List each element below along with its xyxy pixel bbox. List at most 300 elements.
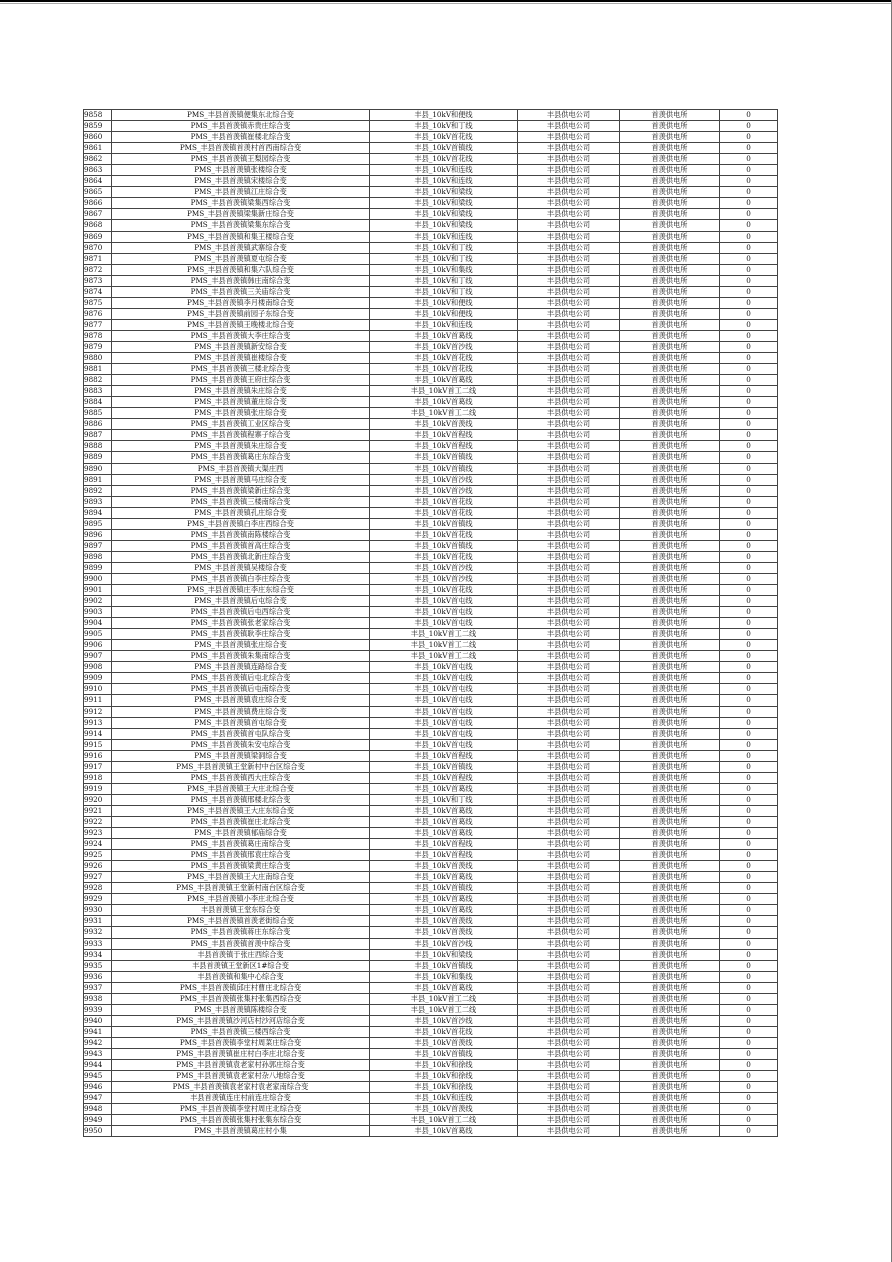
feeder-line-cell: 丰县_10kV和徐线: [370, 1071, 518, 1082]
feeder-line-cell: 丰县_10kV和梁线: [370, 220, 518, 231]
substation-name-cell: PMS_丰县首羡镇三楼北综合变: [112, 364, 370, 375]
feeder-line-cell: 丰县_10kV和丁线: [370, 794, 518, 805]
value-cell: 0: [720, 187, 778, 198]
station-cell: 首羡供电所: [620, 231, 720, 242]
station-cell: 首羡供电所: [620, 750, 720, 761]
value-cell: 0: [720, 993, 778, 1004]
feeder-line-cell: 丰县_10kV首葛线: [370, 783, 518, 794]
company-cell: 丰县供电公司: [518, 485, 620, 496]
table-row: [84, 496, 778, 507]
table-row: [84, 463, 778, 474]
station-cell: 首羡供电所: [620, 485, 720, 496]
company-cell: 丰县供电公司: [518, 905, 620, 916]
value-cell: 0: [720, 242, 778, 253]
company-cell: 丰县供电公司: [518, 1015, 620, 1026]
company-cell: 丰县供电公司: [518, 540, 620, 551]
value-cell: 0: [720, 794, 778, 805]
station-cell: 首羡供电所: [620, 960, 720, 971]
row-number-cell: 9887: [84, 430, 112, 441]
station-cell: 首羡供电所: [620, 1004, 720, 1015]
row-number-cell: 9890: [84, 463, 112, 474]
value-cell: 0: [720, 905, 778, 916]
row-number-cell: 9913: [84, 717, 112, 728]
station-cell: 首羡供电所: [620, 474, 720, 485]
station-cell: 首羡供电所: [620, 209, 720, 220]
value-cell: 0: [720, 971, 778, 982]
station-cell: 首羡供电所: [620, 993, 720, 1004]
row-number-cell: 9893: [84, 496, 112, 507]
table-row: [84, 750, 778, 761]
substation-name-cell: PMS_丰县首羡镇武寨综合变: [112, 242, 370, 253]
substation-name-cell: PMS_丰县首羡镇江庄综合变: [112, 187, 370, 198]
company-cell: 丰县供电公司: [518, 198, 620, 209]
table-row: [84, 673, 778, 684]
table-row: [84, 1048, 778, 1059]
value-cell: 0: [720, 861, 778, 872]
feeder-line-cell: 丰县_10kV和丁线: [370, 275, 518, 286]
value-cell: 0: [720, 640, 778, 651]
feeder-line-cell: 丰县_10kV首羡线: [370, 1104, 518, 1115]
row-number-cell: 9936: [84, 971, 112, 982]
feeder-line-cell: 丰县_10kV首花线: [370, 353, 518, 364]
row-number-cell: 9932: [84, 927, 112, 938]
feeder-line-cell: 丰县_10kV首屯线: [370, 739, 518, 750]
company-cell: 丰县供电公司: [518, 463, 620, 474]
feeder-line-cell: 丰县_10kV首屯线: [370, 662, 518, 673]
value-cell: 0: [720, 662, 778, 673]
row-number-cell: 9886: [84, 419, 112, 430]
company-cell: 丰县供电公司: [518, 1037, 620, 1048]
company-cell: 丰县供电公司: [518, 132, 620, 143]
value-cell: 0: [720, 629, 778, 640]
station-cell: 首羡供电所: [620, 220, 720, 231]
value-cell: 0: [720, 253, 778, 264]
substation-name-cell: PMS_丰县首羡镇邱庄村曹庄北综合变: [112, 982, 370, 993]
page-top-rule-shadow: [0, 3, 892, 4]
company-cell: 丰县供电公司: [518, 695, 620, 706]
row-number-cell: 9945: [84, 1071, 112, 1082]
substation-name-cell: 丰县首羡镇和集中心综合变: [112, 971, 370, 982]
row-number-cell: 9901: [84, 585, 112, 596]
feeder-line-cell: 丰县_10kV首沙线: [370, 485, 518, 496]
row-number-cell: 9915: [84, 739, 112, 750]
substation-name-cell: PMS_丰县首羡镇庄李庄东综合变: [112, 585, 370, 596]
value-cell: 0: [720, 607, 778, 618]
substation-name-cell: PMS_丰县首羡镇袁庄综合变: [112, 695, 370, 706]
company-cell: 丰县供电公司: [518, 386, 620, 397]
company-cell: 丰县供电公司: [518, 861, 620, 872]
row-number-cell: 9933: [84, 938, 112, 949]
company-cell: 丰县供电公司: [518, 739, 620, 750]
value-cell: 0: [720, 286, 778, 297]
company-cell: 丰县供电公司: [518, 817, 620, 828]
row-number-cell: 9943: [84, 1048, 112, 1059]
value-cell: 0: [720, 297, 778, 308]
table-row: [84, 1004, 778, 1015]
company-cell: 丰县供电公司: [518, 783, 620, 794]
substation-name-cell: PMS_丰县首羡镇白李庄综合变: [112, 573, 370, 584]
feeder-line-cell: 丰县_10kV首工二线: [370, 408, 518, 419]
station-cell: 首羡供电所: [620, 949, 720, 960]
row-number-cell: 9897: [84, 540, 112, 551]
substation-name-cell: PMS_丰县首羡镇李月楼南综合变: [112, 297, 370, 308]
row-number-cell: 9863: [84, 165, 112, 176]
feeder-line-cell: 丰县_10kV首工二线: [370, 993, 518, 1004]
station-cell: 首羡供电所: [620, 264, 720, 275]
feeder-line-cell: 丰县_10kV和便线: [370, 110, 518, 121]
station-cell: 首羡供电所: [620, 1115, 720, 1126]
value-cell: 0: [720, 198, 778, 209]
table-row: [84, 319, 778, 330]
row-number-cell: 9900: [84, 573, 112, 584]
feeder-line-cell: 丰县_10kV首镇线: [370, 540, 518, 551]
row-number-cell: 9928: [84, 883, 112, 894]
table-row: [84, 474, 778, 485]
substation-name-cell: PMS_丰县首羡镇孔庄综合变: [112, 507, 370, 518]
station-cell: 首羡供电所: [620, 308, 720, 319]
company-cell: 丰县供电公司: [518, 297, 620, 308]
table-row: [84, 761, 778, 772]
value-cell: 0: [720, 209, 778, 220]
station-cell: 首羡供电所: [620, 551, 720, 562]
table-row: [84, 949, 778, 960]
table-row: [84, 850, 778, 861]
substation-name-cell: PMS_丰县首羡镇后屯南综合变: [112, 684, 370, 695]
feeder-line-cell: 丰县_10kV首葛线: [370, 894, 518, 905]
substation-name-cell: PMS_丰县首羡镇李堂村周庄北综合变: [112, 1104, 370, 1115]
table-row: [84, 408, 778, 419]
substation-name-cell: PMS_丰县首羡镇和集王楼综合变: [112, 231, 370, 242]
feeder-line-cell: 丰县_10kV首花线: [370, 585, 518, 596]
station-cell: 首羡供电所: [620, 1015, 720, 1026]
substation-name-cell: PMS_丰县首羡镇南陈楼综合变: [112, 529, 370, 540]
value-cell: 0: [720, 695, 778, 706]
row-number-cell: 9880: [84, 353, 112, 364]
station-cell: 首羡供电所: [620, 430, 720, 441]
substation-name-cell: 丰县首羡镇王堂东综合变: [112, 905, 370, 916]
table-row: [84, 375, 778, 386]
substation-name-cell: PMS_丰县首羡镇首屯队综合变: [112, 728, 370, 739]
feeder-line-cell: 丰县_10kV首葛线: [370, 397, 518, 408]
feeder-line-cell: 丰县_10kV和便线: [370, 297, 518, 308]
feeder-line-cell: 丰县_10kV首花线: [370, 154, 518, 165]
feeder-line-cell: 丰县_10kV和连线: [370, 176, 518, 187]
station-cell: 首羡供电所: [620, 618, 720, 629]
substation-name-cell: 丰县首羡镇于张庄西综合变: [112, 949, 370, 960]
company-cell: 丰县供电公司: [518, 474, 620, 485]
row-number-cell: 9865: [84, 187, 112, 198]
station-cell: 首羡供电所: [620, 297, 720, 308]
substation-name-cell: PMS_丰县首羡镇张老家综合变: [112, 618, 370, 629]
company-cell: 丰县供电公司: [518, 662, 620, 673]
table-row: [84, 783, 778, 794]
row-number-cell: 9950: [84, 1126, 112, 1137]
table-row: [84, 176, 778, 187]
company-cell: 丰县供电公司: [518, 375, 620, 386]
value-cell: 0: [720, 430, 778, 441]
value-cell: 0: [720, 397, 778, 408]
substation-name-cell: PMS_丰县首羡镇梁集新庄综合变: [112, 209, 370, 220]
substation-name-cell: PMS_丰县首羡镇王堂新村中台区综合变: [112, 761, 370, 772]
substation-name-cell: PMS_丰县首羡镇王堂新村南台区综合变: [112, 883, 370, 894]
company-cell: 丰县供电公司: [518, 585, 620, 596]
substation-name-cell: PMS_丰县首羡镇首羡中综合变: [112, 938, 370, 949]
feeder-line-cell: 丰县_10kV首沙线: [370, 938, 518, 949]
company-cell: 丰县供电公司: [518, 551, 620, 562]
row-number-cell: 9923: [84, 828, 112, 839]
row-number-cell: 9918: [84, 772, 112, 783]
table-row: [84, 1060, 778, 1071]
company-cell: 丰县供电公司: [518, 949, 620, 960]
value-cell: 0: [720, 585, 778, 596]
feeder-line-cell: 丰县_10kV首沙线: [370, 562, 518, 573]
substation-name-cell: PMS_丰县首羡镇张楼综合变: [112, 165, 370, 176]
station-cell: 首羡供电所: [620, 110, 720, 121]
row-number-cell: 9924: [84, 839, 112, 850]
row-number-cell: 9898: [84, 551, 112, 562]
row-number-cell: 9883: [84, 386, 112, 397]
company-cell: 丰县供电公司: [518, 805, 620, 816]
station-cell: 首羡供电所: [620, 684, 720, 695]
value-cell: 0: [720, 110, 778, 121]
feeder-line-cell: 丰县_10kV首程线: [370, 441, 518, 452]
value-cell: 0: [720, 872, 778, 883]
station-cell: 首羡供电所: [620, 507, 720, 518]
row-number-cell: 9946: [84, 1082, 112, 1093]
substation-name-cell: PMS_丰县首羡镇后屯西综合变: [112, 607, 370, 618]
table-row: [84, 353, 778, 364]
substation-name-cell: PMS_丰县首羡镇陈楼综合变: [112, 1004, 370, 1015]
company-cell: 丰县供电公司: [518, 794, 620, 805]
feeder-line-cell: 丰县_10kV首葛线: [370, 805, 518, 816]
station-cell: 首羡供电所: [620, 1060, 720, 1071]
value-cell: 0: [720, 839, 778, 850]
station-cell: 首羡供电所: [620, 872, 720, 883]
table-row: [84, 960, 778, 971]
company-cell: 丰县供电公司: [518, 971, 620, 982]
value-cell: 0: [720, 154, 778, 165]
value-cell: 0: [720, 220, 778, 231]
feeder-line-cell: 丰县_10kV首沙线: [370, 573, 518, 584]
station-cell: 首羡供电所: [620, 386, 720, 397]
value-cell: 0: [720, 231, 778, 242]
value-cell: 0: [720, 761, 778, 772]
company-cell: 丰县供电公司: [518, 938, 620, 949]
station-cell: 首羡供电所: [620, 607, 720, 618]
station-cell: 首羡供电所: [620, 861, 720, 872]
station-cell: 首羡供电所: [620, 1104, 720, 1115]
station-cell: 首羡供电所: [620, 662, 720, 673]
value-cell: 0: [720, 275, 778, 286]
table-row: [84, 596, 778, 607]
table-row: [84, 143, 778, 154]
table-row: [84, 883, 778, 894]
feeder-line-cell: 丰县_10kV和梁线: [370, 209, 518, 220]
feeder-line-cell: 丰县_10kV首工二线: [370, 1115, 518, 1126]
row-number-cell: 9940: [84, 1015, 112, 1026]
table-row: [84, 165, 778, 176]
value-cell: 0: [720, 165, 778, 176]
substation-name-cell: PMS_丰县首羡镇葛庄南综合变: [112, 839, 370, 850]
station-cell: 首羡供电所: [620, 783, 720, 794]
feeder-line-cell: 丰县_10kV首程线: [370, 430, 518, 441]
value-cell: 0: [720, 960, 778, 971]
company-cell: 丰县供电公司: [518, 341, 620, 352]
station-cell: 首羡供电所: [620, 1071, 720, 1082]
table-row: [84, 794, 778, 805]
value-cell: 0: [720, 717, 778, 728]
row-number-cell: 9888: [84, 441, 112, 452]
company-cell: 丰县供电公司: [518, 308, 620, 319]
row-number-cell: 9934: [84, 949, 112, 960]
substation-name-cell: PMS_丰县首羡镇首羡老街综合变: [112, 916, 370, 927]
station-cell: 首羡供电所: [620, 562, 720, 573]
feeder-line-cell: 丰县_10kV首屯线: [370, 695, 518, 706]
company-cell: 丰县供电公司: [518, 507, 620, 518]
feeder-line-cell: 丰县_10kV首镇线: [370, 143, 518, 154]
feeder-line-cell: 丰县_10kV首花线: [370, 529, 518, 540]
company-cell: 丰县供电公司: [518, 209, 620, 220]
table-row: [84, 739, 778, 750]
table-row: [84, 573, 778, 584]
row-number-cell: 9930: [84, 905, 112, 916]
substation-name-cell: PMS_丰县首羡镇韩庄南综合变: [112, 275, 370, 286]
row-number-cell: 9858: [84, 110, 112, 121]
station-cell: 首羡供电所: [620, 275, 720, 286]
value-cell: 0: [720, 375, 778, 386]
value-cell: 0: [720, 1093, 778, 1104]
row-number-cell: 9941: [84, 1026, 112, 1037]
feeder-line-cell: 丰县_10kV和徐线: [370, 1060, 518, 1071]
row-number-cell: 9917: [84, 761, 112, 772]
table-row: [84, 1104, 778, 1115]
row-number-cell: 9891: [84, 474, 112, 485]
row-number-cell: 9921: [84, 805, 112, 816]
company-cell: 丰县供电公司: [518, 607, 620, 618]
feeder-line-cell: 丰县_10kV和连线: [370, 319, 518, 330]
substation-name-cell: PMS_丰县首羡镇夏屯综合变: [112, 253, 370, 264]
row-number-cell: 9939: [84, 1004, 112, 1015]
feeder-line-cell: 丰县_10kV首镇线: [370, 761, 518, 772]
substation-name-cell: PMS_丰县首羡镇费庄综合变: [112, 706, 370, 717]
substation-name-cell: PMS_丰县首羡镇朱庄综合变: [112, 386, 370, 397]
station-cell: 首羡供电所: [620, 905, 720, 916]
station-cell: 首羡供电所: [620, 772, 720, 783]
row-number-cell: 9894: [84, 507, 112, 518]
table-row: [84, 529, 778, 540]
station-cell: 首羡供电所: [620, 794, 720, 805]
row-number-cell: 9925: [84, 850, 112, 861]
station-cell: 首羡供电所: [620, 419, 720, 430]
company-cell: 丰县供电公司: [518, 640, 620, 651]
table-row: [84, 386, 778, 397]
substation-name-cell: PMS_丰县首羡镇朱集南综合变: [112, 651, 370, 662]
feeder-line-cell: 丰县_10kV首屯线: [370, 673, 518, 684]
table-row: [84, 187, 778, 198]
value-cell: 0: [720, 1015, 778, 1026]
substation-name-cell: PMS_丰县首羡镇王大庄东综合变: [112, 805, 370, 816]
substation-name-cell: PMS_丰县首羡镇邢袁庄综合变: [112, 850, 370, 861]
row-number-cell: 9944: [84, 1060, 112, 1071]
value-cell: 0: [720, 1082, 778, 1093]
station-cell: 首羡供电所: [620, 927, 720, 938]
value-cell: 0: [720, 419, 778, 430]
substation-name-cell: PMS_丰县首羡镇和集六队综合变: [112, 264, 370, 275]
value-cell: 0: [720, 783, 778, 794]
feeder-line-cell: 丰县_10kV首镇线: [370, 1048, 518, 1059]
row-number-cell: 9895: [84, 518, 112, 529]
row-number-cell: 9878: [84, 330, 112, 341]
table-row: [84, 364, 778, 375]
feeder-line-cell: 丰县_10kV首葛线: [370, 872, 518, 883]
substation-name-cell: PMS_丰县首羡镇新安综合变: [112, 341, 370, 352]
row-number-cell: 9905: [84, 629, 112, 640]
feeder-line-cell: 丰县_10kV和丁线: [370, 253, 518, 264]
substation-name-cell: PMS_丰县首羡镇梁集西综合变: [112, 198, 370, 209]
company-cell: 丰县供电公司: [518, 1048, 620, 1059]
value-cell: 0: [720, 651, 778, 662]
row-number-cell: 9914: [84, 728, 112, 739]
row-number-cell: 9870: [84, 242, 112, 253]
station-cell: 首羡供电所: [620, 540, 720, 551]
company-cell: 丰县供电公司: [518, 1026, 620, 1037]
value-cell: 0: [720, 518, 778, 529]
feeder-line-cell: 丰县_10kV和连线: [370, 1093, 518, 1104]
company-cell: 丰县供电公司: [518, 894, 620, 905]
table-row: [84, 640, 778, 651]
table-row: [84, 828, 778, 839]
substation-name-cell: PMS_丰县首羡镇蒋庄东综合变: [112, 927, 370, 938]
row-number-cell: 9867: [84, 209, 112, 220]
station-cell: 首羡供电所: [620, 1126, 720, 1137]
value-cell: 0: [720, 496, 778, 507]
row-number-cell: 9859: [84, 121, 112, 132]
value-cell: 0: [720, 817, 778, 828]
value-cell: 0: [720, 1071, 778, 1082]
feeder-line-cell: 丰县_10kV首葛线: [370, 375, 518, 386]
feeder-line-cell: 丰县_10kV和梁线: [370, 198, 518, 209]
station-cell: 首羡供电所: [620, 165, 720, 176]
table-row: [84, 894, 778, 905]
substation-name-cell: PMS_丰县首羡镇北新庄综合变: [112, 551, 370, 562]
table-row: [84, 772, 778, 783]
station-cell: 首羡供电所: [620, 529, 720, 540]
substation-name-cell: PMS_丰县首羡镇葛庄东综合变: [112, 452, 370, 463]
substation-name-cell: PMS_丰县首羡镇梁黄庄综合变: [112, 861, 370, 872]
company-cell: 丰县供电公司: [518, 397, 620, 408]
station-cell: 首羡供电所: [620, 596, 720, 607]
table-row: [84, 341, 778, 352]
substation-name-cell: PMS_丰县首羡镇崔庄村白李庄北综合变: [112, 1048, 370, 1059]
table-row: [84, 507, 778, 518]
substation-name-cell: PMS_丰县首羡镇三关庙综合变: [112, 286, 370, 297]
row-number-cell: 9868: [84, 220, 112, 231]
row-number-cell: 9881: [84, 364, 112, 375]
station-cell: 首羡供电所: [620, 463, 720, 474]
substation-name-cell: PMS_丰县首羡镇宋楼综合变: [112, 176, 370, 187]
station-cell: 首羡供电所: [620, 286, 720, 297]
feeder-line-cell: 丰县_10kV和连线: [370, 231, 518, 242]
row-number-cell: 9919: [84, 783, 112, 794]
row-number-cell: 9948: [84, 1104, 112, 1115]
company-cell: 丰县供电公司: [518, 872, 620, 883]
table-row: [84, 1093, 778, 1104]
station-cell: 首羡供电所: [620, 176, 720, 187]
station-cell: 首羡供电所: [620, 938, 720, 949]
feeder-line-cell: 丰县_10kV首屯线: [370, 717, 518, 728]
value-cell: 0: [720, 1026, 778, 1037]
company-cell: 丰县供电公司: [518, 651, 620, 662]
